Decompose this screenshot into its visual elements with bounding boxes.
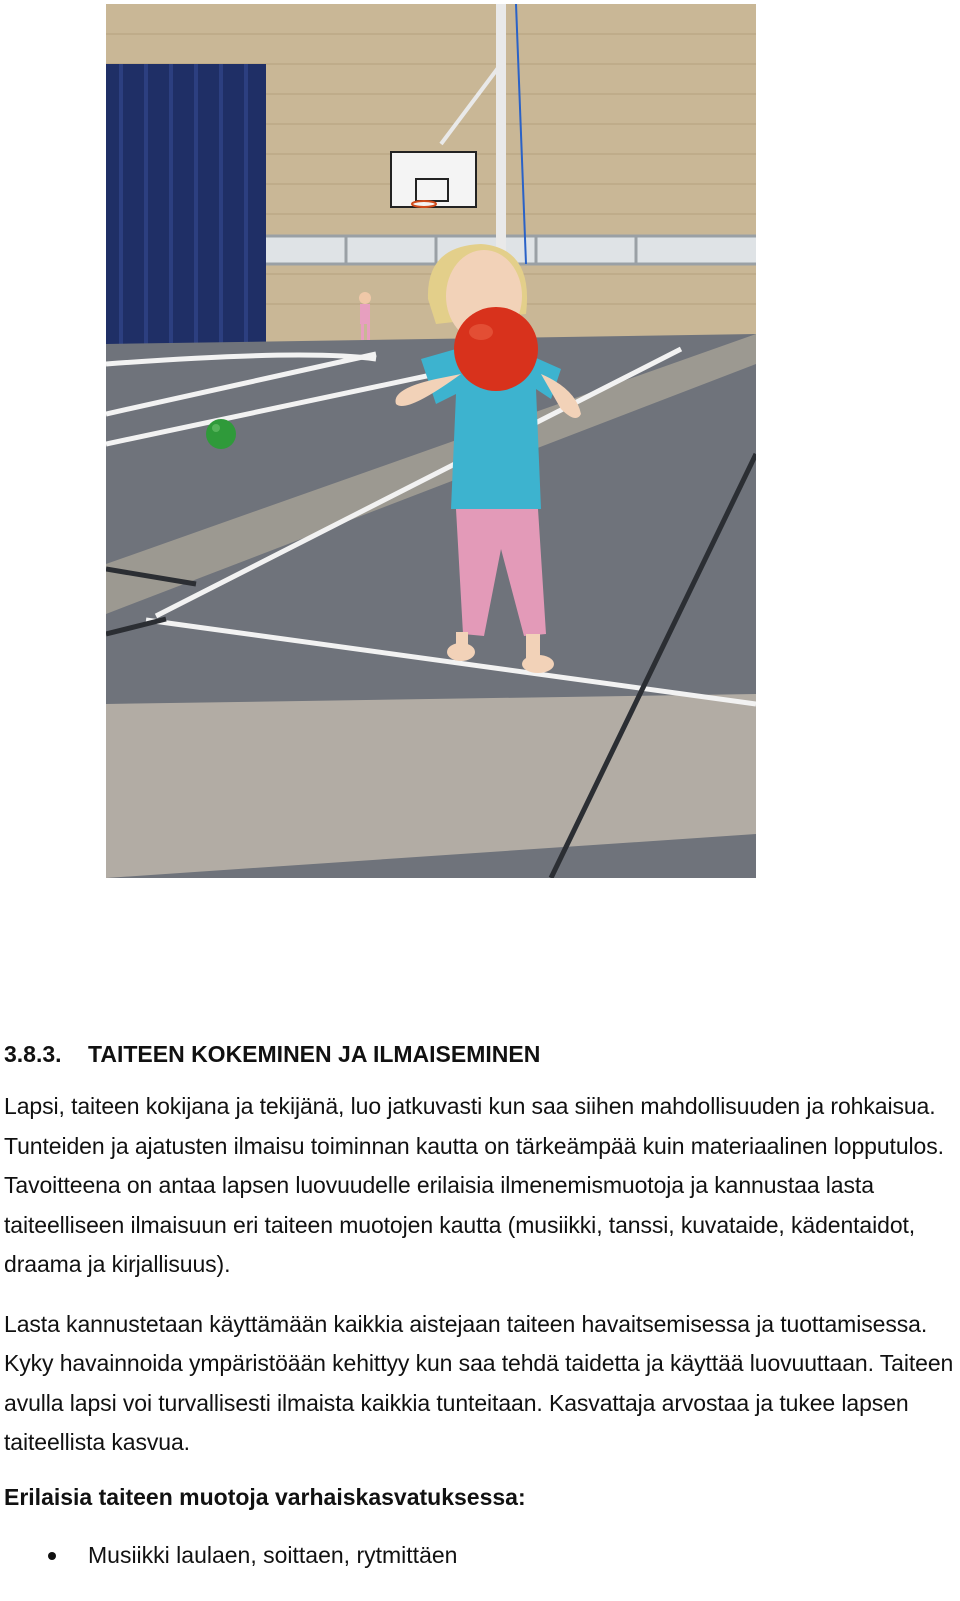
subheading: Erilaisia taiteen muotoja varhaiskasvatuksessa: — [4, 1483, 526, 1510]
paragraph-1: Lapsi, taiteen kokijana ja tekijänä, luo jatkuvasti kun saa siihen mahdollisuuden ja rohkaisua. Tunteiden ja ajatusten ilmaisu toiminnan kautta on tärkeämpää kuin materiaalinen lopputulos. Tavoitteena on antaa lapsen luovuudelle erilaisia ilmenemismuotoja ja kannustaa lasta taiteelliseen ilmaisuun eri taiteen muotojen kautta (musiikki, tanssi, kuvataide, kädentaidot, draama ja kirjallisuus). — [4, 1093, 944, 1277]
bullet-list — [4, 1541, 954, 1569]
photo-child-with-ball-icon — [106, 4, 756, 878]
section-number: 3.8.3. — [4, 1041, 62, 1067]
list-item — [4, 1541, 954, 1569]
section-title: TAITEEN KOKEMINEN JA ILMAISEMINEN — [88, 1041, 541, 1067]
document-body — [4, 1040, 954, 1569]
section-heading — [4, 1040, 954, 1068]
paragraph-2: Lasta kannustetaan käyttämään kaikkia aistejaan taiteen havaitsemisessa ja tuottamisessa. Kyky havainnoida ympäristöään kehittyy kun saa tehdä taidetta ja käyttää luovuuttaan. Taiteen avulla lapsi voi turvallisesti ilmaista kaikkia tunteitaan. Kasvattaja arvostaa ja tukee lapsen taiteellista kasvua. — [4, 1310, 954, 1455]
bullet-icon — [48, 1552, 56, 1560]
gym-photo — [106, 4, 756, 878]
list-item-text: Musiikki laulaen, soittaen, rytmittäen — [88, 1541, 458, 1568]
